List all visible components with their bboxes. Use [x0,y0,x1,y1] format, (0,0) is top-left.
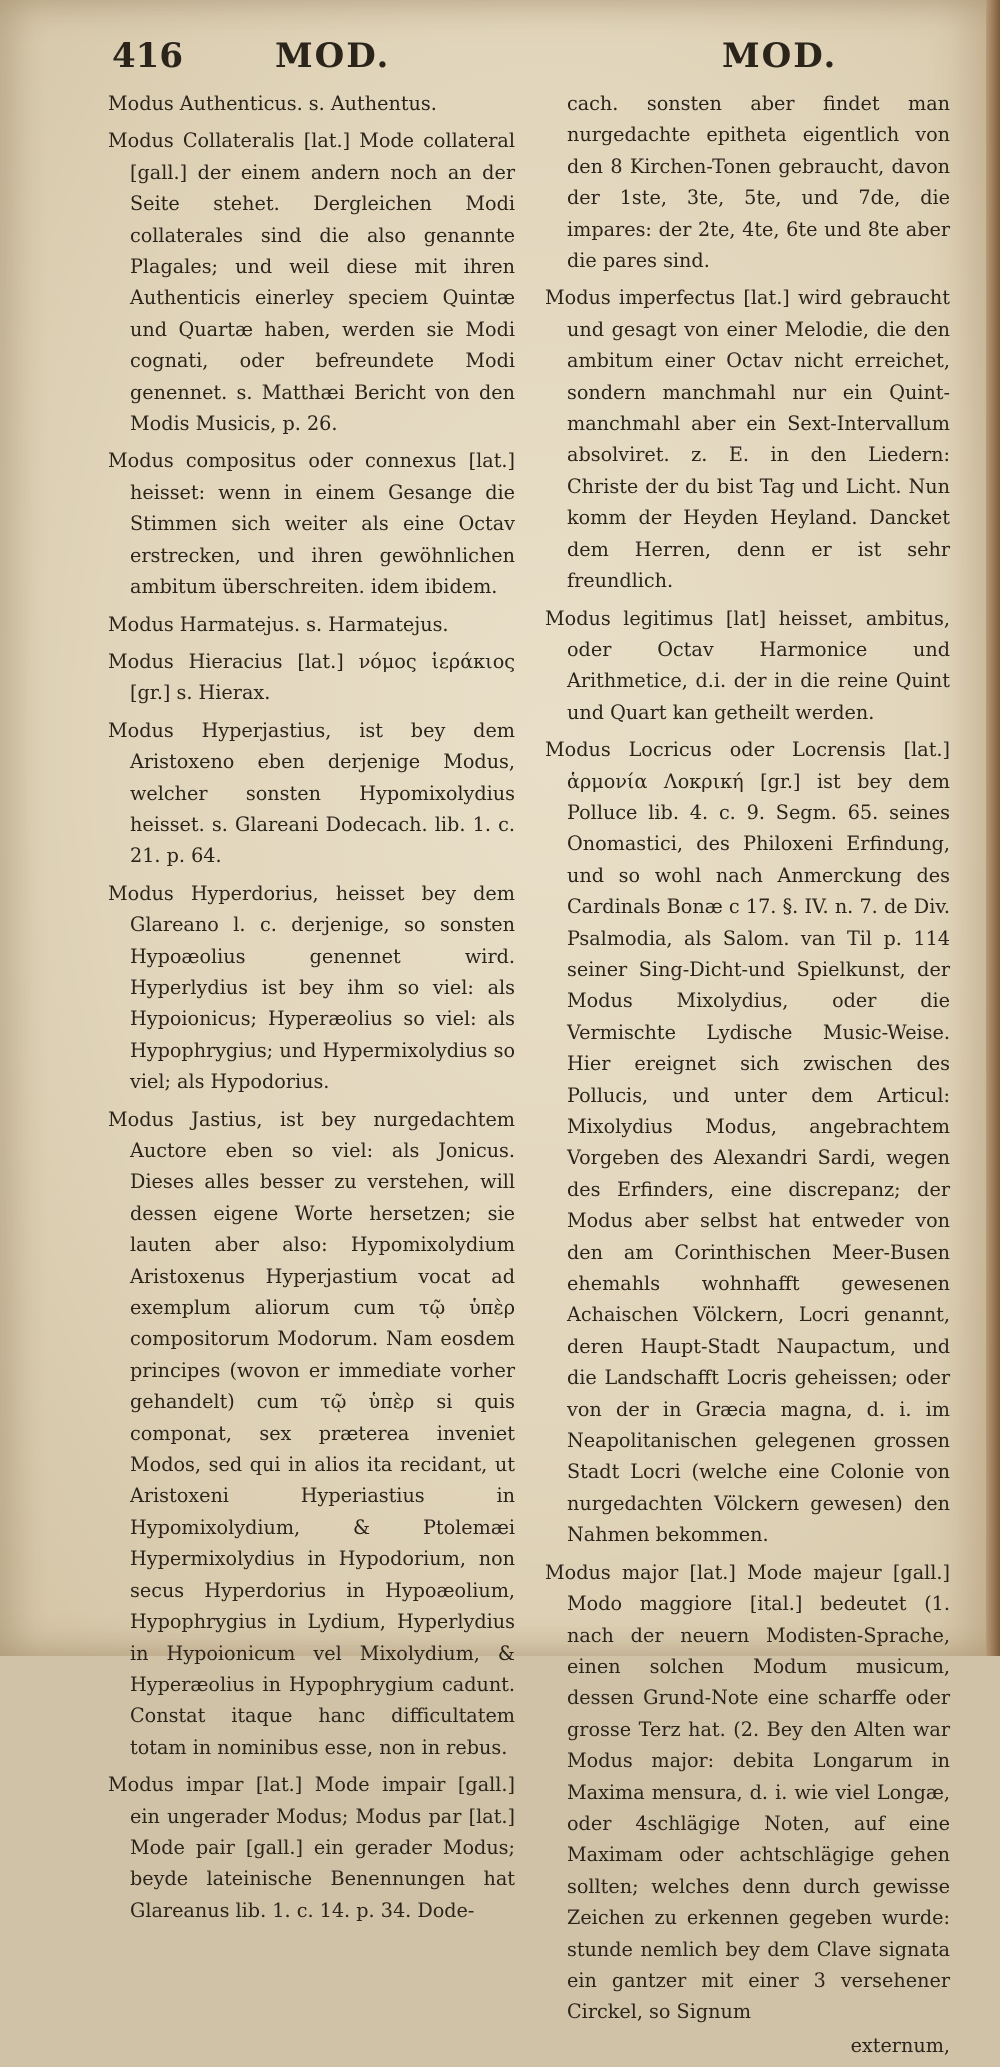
entry-modus-harmatejus: Modus Harmatejus. s. Harmatejus. [108,612,449,636]
entry-modus-jastius: Modus Jastius, ist bey nurgedachtem Auctore eben so viel: als Jonicus. Dieses alles besser zu verstehen, will dessen eigene Worte hersetzen; sie lauten aber also: Hypomixolydium Aristoxenus Hyperjastium vocat ad exemplum aliorum cum τῷ ὑπὲρ compositorum Modorum. Nam eosdem principes (wovon er immediate vorher gehandelt) cum τῷ ὑπὲρ si quis componat, sex præterea inveniet Modos, sed qui in alios ita recidant, ut Aristoxeni Hyperiastius in Hypomixolydium, & Ptolemæi Hypermixolydius in Hypodorium, non secus Hyperdorius in Hypoæolium, Hypophrygius in Lydium, Hyperlydius in Hypoionicum vel Mixolydium, & Hyperæolius in Hypophrygium cadunt. Constat itaque hanc difficultatem totam in nominibus esse, non in rebus. [108,1107,515,1759]
entry-modus-compositus: Modus compositus oder connexus [lat.] heisset: wenn in einem Gesange die Stimmen sich weiter als eine Octav erstrecken, und ihren gewöhnlichen ambitum überschreiten. idem ibidem. [108,449,515,599]
right-column [545,88,950,2067]
page-header [0,30,1000,90]
catchword: externum, [850,2033,950,2057]
entry-modus-hyperjastius: Modus Hyperjastius, ist bey dem Aristoxeno eben derjenige Modus, welcher sonsten Hypomixolydius heisset. s. Glareani Dodecach. lib. 1. c. 21. p. 64. [108,718,515,868]
running-head-right: MOD. [722,36,838,76]
entry-modus-hieracius: Modus Hieracius [lat.] νόμος ἱεράκιος [gr.] s. Hierax. [108,649,515,705]
entry-modus-imperfectus: Modus imperfectus [lat.] wird gebraucht und gesagt von einer Melodie, die den ambitum einer Octav nicht erreichet, sondern manchmahl nur ein Quint-manchmahl aber ein Sext-Intervallum absolviret. z. E. in den Liedern: Christe der du bist Tag und Licht. Nun komm der Heyden Heyland. Dancket dem Herren, denn er ist sehr freundlich. [545,286,950,593]
entry-modus-impar: Modus impar [lat.] Mode impair [gall.] ein ungerader Modus; Modus par [lat.] Mode pair [gall.] ein gerader Modus; beyde lateinische Benennungen hat Glareanus lib. 1. c. 14. p. 34. Dode- [108,1773,515,1922]
entry-modus-collateralis: Modus Collateralis [lat.] Mode collateral [gall.] der einem andern noch an der Seite stehet. Dergleichen Modi collaterales sind die also genannte Plagales; und weil diese mit ihren Authenticis einerley speciem Quintæ und Quartæ haben, werden sie Modi cognati, oder befreundete Modi genennet. s. Matthæi Bericht von den Modis Musicis, p. 26. [108,129,515,436]
entry-modus-hyperdorius: Modus Hyperdorius, heisset bey dem Glareano l. c. derjenige, so sonsten Hypoæolius genennet wird. Hyperlydius ist bey ihm so viel: als Hypoionicus; Hyperæolius so viel: als Hypophrygius; und Hypermixolydius so viel; als Hypodorius. [108,881,515,1094]
entry-continuation: cach. sonsten aber findet man nurgedachte epitheta eigentlich von den 8 Kirchen-Tonen gebraucht, davon der 1ste, 3te, 5te, und 7de, die impares: der 2te, 4te, 6te und 8te aber die pares sind. [567,92,950,273]
entry-modus-major: Modus major [lat.] Mode majeur [gall.] Modo maggiore [ital.] bedeutet (1. nach der neuern Modisten-Sprache, einen solchen Modum musicum, dessen Grund-Note eine scharffe oder grosse Terz hat. (2. Bey den Alten war Modus major: debita Longarum in Maxima mensura, d. i. wie viel Longæ, oder 4schlägige Noten, auf eine Maximam oder achtschlägige gehen sollten; welches denn durch gewisse Zeichen zu erkennen gegeben wurde: stunde nemlich bey dem Clave signata ein gantzer mit einer 3 versehener Circkel, so Signum [545,1560,950,2024]
page-number: 416 [112,36,183,76]
running-head-left: MOD. [275,36,391,76]
entry-modus-legitimus: Modus legitimus [lat] heisset, ambitus, oder Octav Harmonice und Arithmetice, d.i. der in die reine Quint und Quart kan getheilt werden. [545,606,950,724]
entry-modus-authenticus: Modus Authenticus. s. Authentus. [108,92,437,115]
entry-modus-locricus: Modus Locricus oder Locrensis [lat.] ἁρμονία Λοκρική [gr.] ist bey dem Polluce lib. 4. c. 9. Segm. 65. seines Onomastici, des Philoxeni Erfindung, und so wohl nach Anmerckung des Cardinals Bonæ c 17. §. IV. n. 7. de Div. Psalmodia, als Salom. van Til p. 114 seiner Sing-Dicht-und Spielkunst, der Modus Mixolydius, oder die Vermischte Lydische Music-Weise. Hier ereignet sich zwischen des Pollucis, und unter dem Articul: Mixolydius Modus, angebrachtem Vorgeben des Alexandri Sardi, wegen des Erfinders, eine discrepanz; der Modus aber selbst hat entweder von den am Corinthischen Meer-Busen ehemahls wohnhafft gewesenen Achaischen Völckern, Locri genannt, deren Haupt-Stadt Naupactum, und die Landschafft Locris geheissen; oder von der in Græcia magna, d. i. im Neapolitanischen gelegenen grossen Stadt Locri (welche eine Colonie von nurgedachten Völckern gewesen) den Nahmen bekommen. [545,738,950,1547]
